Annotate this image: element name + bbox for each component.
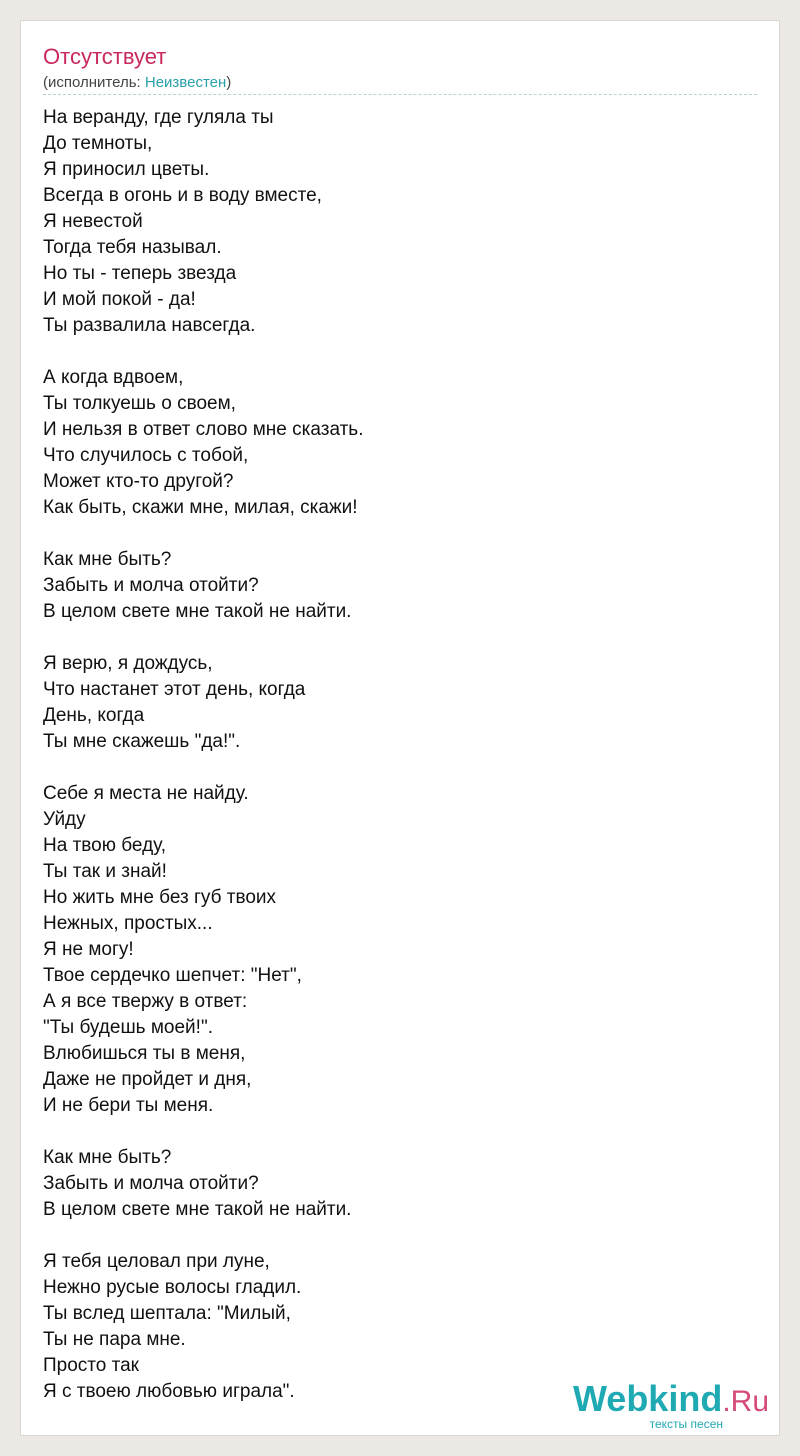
lyrics-line: Влюбишься ты в меня, (43, 1043, 246, 1064)
lyrics-line: Ты не пара мне. (43, 1329, 186, 1350)
lyrics-line: Что настанет этот день, когда (43, 679, 306, 700)
lyrics-line: Всегда в огонь и в воду вместе, (43, 185, 322, 206)
lyrics-line: На веранду, где гуляла ты (43, 107, 274, 128)
lyrics-line: Ты так и знай! (43, 861, 167, 882)
lyrics-line: Ты вслед шептала: "Милый, (43, 1303, 291, 1324)
lyrics-text (43, 105, 743, 1431)
lyrics-line: Ты развалила навсегда. (43, 315, 256, 336)
song-title: Отсутствует (43, 44, 167, 69)
lyrics-line: Я приносил цветы. (43, 159, 210, 180)
lyrics-line: Себе я места не найду. (43, 783, 249, 804)
lyrics-line: "Ты будешь моей!". (43, 1017, 213, 1038)
site-logo[interactable] (572, 1378, 769, 1431)
lyrics-line: До темноты, (43, 133, 153, 154)
logo-name: Webkind (572, 1378, 723, 1419)
lyrics-line: А я все твержу в ответ: (43, 991, 248, 1012)
lyrics-line: День, когда (43, 705, 145, 726)
lyrics-line: Но ты - теперь звезда (43, 263, 237, 284)
lyrics-stanza (43, 781, 743, 1119)
lyrics-line: Нежно русые волосы гладил. (43, 1277, 302, 1298)
lyrics-line: Я тебя целовал при луне, (43, 1251, 270, 1272)
lyrics-line: В целом свете мне такой не найти. (43, 1199, 352, 1220)
lyrics-line: Как мне быть? (43, 549, 172, 570)
lyrics-line: Уйду (43, 809, 86, 830)
artist-prefix: (исполнитель: (43, 74, 145, 91)
lyrics-line: На твою беду, (43, 835, 167, 856)
lyrics-line: Я невестой (43, 211, 143, 232)
lyrics-line: И не бери ты меня. (43, 1095, 214, 1116)
lyrics-line: Я не могу! (43, 939, 134, 960)
dashed-divider (43, 94, 757, 95)
lyrics-line: Я с твоею любовью играла". (43, 1381, 295, 1402)
lyrics-stanza (43, 1145, 743, 1223)
lyrics-line: А когда вдвоем, (43, 367, 184, 388)
logo-tld: .Ru (722, 1385, 769, 1418)
lyrics-line: Забыть и молча отойти? (43, 575, 259, 596)
lyrics-line: Как мне быть? (43, 1147, 172, 1168)
lyrics-line: В целом свете мне такой не найти. (43, 601, 352, 622)
lyrics-stanza (43, 105, 743, 339)
artist-suffix: ) (226, 74, 232, 91)
lyrics-line: Но жить мне без губ твоих (43, 887, 277, 908)
lyrics-line: Даже не пройдет и дня, (43, 1069, 252, 1090)
lyrics-stanza (43, 547, 743, 625)
lyrics-line: Забыть и молча отойти? (43, 1173, 259, 1194)
lyrics-line: Что случилось с тобой, (43, 445, 249, 466)
lyrics-line: Ты толкуешь о своем, (43, 393, 236, 414)
lyrics-line: И нельзя в ответ слово мне сказать. (43, 419, 364, 440)
artist-line (43, 73, 231, 93)
lyrics-line: Твое сердечко шепчет: "Нет", (43, 965, 302, 986)
lyrics-line: Я верю, я дождусь, (43, 653, 213, 674)
logo-wordmark (572, 1378, 769, 1420)
lyrics-line: Нежных, простых... (43, 913, 213, 934)
lyrics-line: Может кто-то другой? (43, 471, 234, 492)
lyrics-card (20, 20, 780, 1436)
lyrics-line: Как быть, скажи мне, милая, скажи! (43, 497, 358, 518)
lyrics-line: Тогда тебя называл. (43, 237, 222, 258)
logo-tagline: тексты песен (649, 1417, 723, 1431)
lyrics-stanza (43, 651, 743, 755)
lyrics-stanza (43, 365, 743, 521)
artist-link[interactable]: Неизвестен (144, 74, 227, 91)
lyrics-line: Ты мне скажешь "да!". (43, 731, 241, 752)
lyrics-line: Просто так (43, 1355, 139, 1376)
lyrics-line: И мой покой - да! (43, 289, 196, 310)
